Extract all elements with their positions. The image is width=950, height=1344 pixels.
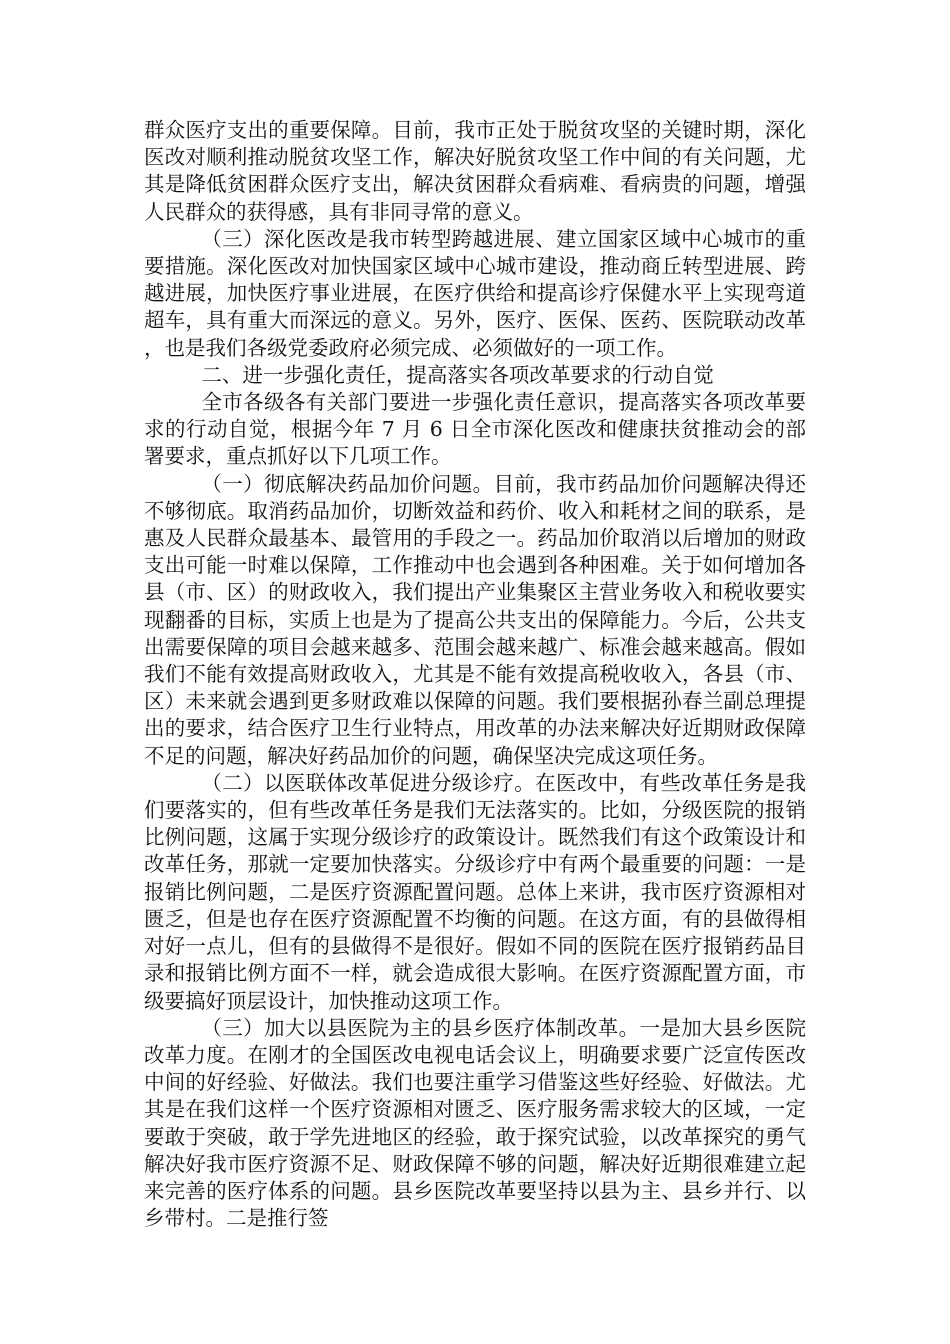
document-page (144, 117, 806, 1232)
paragraph-2: （三）深化医改是我市转型跨越进展、建立国家区域中心城市的重要措施。深化医改对加快国家区域中心城市建设，推动商丘转型进展、跨越进展，加快医疗事业进展，在医疗供给和提高诊疗保健水平上实现弯道超车，具有重大而深远的意义。另外，医疗、医保、医药、医院联动改革，也是我们各级党委政府必须完成、必须做好的一项工作。 (144, 226, 806, 360)
paragraph-3: 全市各级各有关部门要进一步强化责任意识，提高落实各项改革要求的行动自觉，根据今年 7 月 6 日全市深化医改和健康扶贫推动会的部署要求，重点抓好以下几项工作。 (144, 390, 806, 469)
paragraph-5: （二）以医联体改革促进分级诊疗。在医改中，有些改革任务是我们要落实的，但有些改革任务是我们无法落实的。比如，分级医院的报销比例问题，这属于实现分级诊疗的政策设计。既然我们有这个政策设计和改革任务，那就一定要加快落实。分级诊疗中有两个最重要的问题：一是报销比例问题，二是医疗资源配置问题。总体上来讲，我市医疗资源相对匮乏，但是也存在医疗资源配置不均衡的问题。在这方面，有的县做得相对好一点儿，但有的县做得不是很好。假如不同的医院在医疗报销药品目录和报销比例方面不一样，就会造成很大影响。在医疗资源配置方面，市级要搞好顶层设计，加快推动这项工作。 (144, 770, 806, 1013)
paragraph-1: 群众医疗支出的重要保障。目前，我市正处于脱贫攻坚的关键时期，深化医改对顺利推动脱贫攻坚工作，解决好脱贫攻坚工作中间的有关问题，尤其是降低贫困群众医疗支出，解决贫困群众看病难、看病贵的问题，增强人民群众的获得感，具有非同寻常的意义。 (144, 118, 806, 224)
section-heading-2: 二、进一步强化责任，提高落实各项改革要求的行动自觉 (201, 362, 714, 387)
paragraph-6: （三）加大以县医院为主的县乡医疗体制改革。一是加大县乡医院改革力度。在刚才的全国医改电视电话会议上，明确要求要广泛宣传医改中间的好经验、好做法。我们也要注重学习借鉴这些好经验、好做法。尤其是在我们这样一个医疗资源相对匮乏、医疗服务需求较大的区域，一定要敢于突破，敢于学先进地区的经验，敢于探究试验，以改革探究的勇气解决好我市医疗资源不足、财政保障不够的问题，解决好近期很难建立起来完善的医疗体系的问题。县乡医院改革要坚持以县为主、县乡并行、以乡带村。二是推行签 (144, 1015, 806, 1231)
paragraph-4: （一）彻底解决药品加价问题。目前，我市药品加价问题解决得还不够彻底。取消药品加价，切断效益和药价、收入和耗材之间的联系，是惠及人民群众最基本、最管用的手段之一。药品加价取消以后增加的财政支出可能一时难以保障，工作推动中也会遇到各种困难。关于如何增加各县（市、区）的财政收入，我们提出产业集聚区主营业务收入和税收要实现翻番的目标，实质上也是为了提高公共支出的保障能力。今后，公共支出需要保障的项目会越来越多、范围会越来越广、标准会越来越高。假如我们不能有效提高财政收入，尤其是不能有效提高税收收入，各县（市、区）未来就会遇到更多财政难以保障的问题。我们要根据孙春兰副总理提出的要求，结合医疗卫生行业特点，用改革的办法来解决好近期财政保障不足的问题，解决好药品加价的问题，确保坚决完成这项任务。 (144, 471, 806, 768)
